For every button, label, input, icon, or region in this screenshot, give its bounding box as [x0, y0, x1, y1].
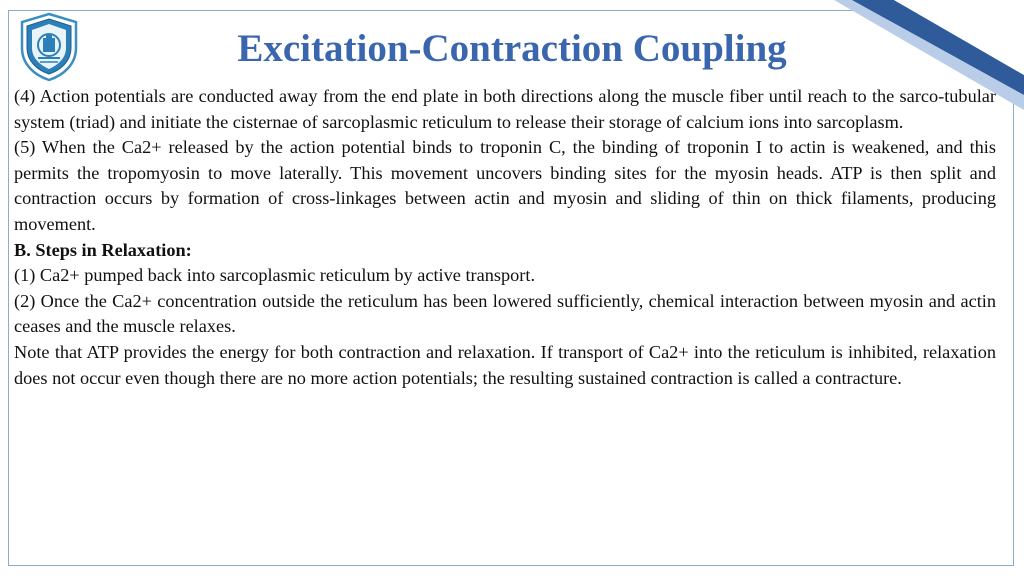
section-heading-relaxation: B. Steps in Relaxation: [14, 239, 192, 260]
paragraph-relaxation-2: (2) Once the Ca2+ concentration outside the reticulum has been lowered sufficiently, chemical interaction between myosin and actin ceases and the muscle relaxes. [14, 290, 996, 337]
paragraph-step-4: (4) Action potentials are conducted away from the end plate in both directions along the muscle fiber until reach to the sarco-tubular system (triad) and initiate the cisternae of sarcoplasmic reticulum to release their storage of calcium ions into sarcoplasm. [14, 86, 996, 132]
slide-body [14, 84, 996, 391]
paragraph-note: Note that ATP provides the energy for both contraction and relaxation. If transport of Ca2+ into the reticulum is inhibited, relaxation does not occur even though there are no more action potentials; the resulting sustained contraction is called a contracture. [14, 341, 996, 388]
paragraph-step-5: (5) When the Ca2+ released by the action potential binds to troponin C, the binding of troponin I to actin is weakened, and this permits the tropomyosin to move laterally. This movement uncovers binding sites for the myosin heads. ATP is then split and contraction occurs by formation of cross-linkages between actin and myosin and sliding of thin on thick filaments, producing movement. [14, 137, 996, 234]
paragraph-relaxation-1: (1) Ca2+ pumped back into sarcoplasmic reticulum by active transport. [14, 265, 536, 286]
slide-title: Excitation-Contraction Coupling [237, 27, 787, 70]
